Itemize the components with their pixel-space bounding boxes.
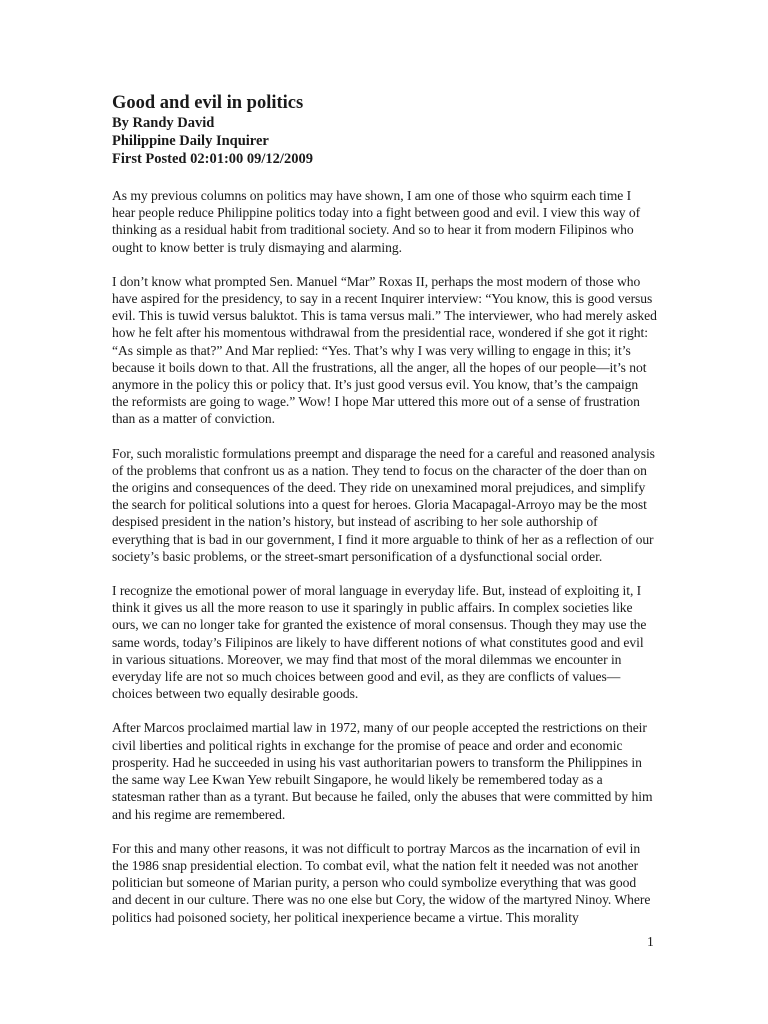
article-publication: Philippine Daily Inquirer xyxy=(112,133,269,149)
article-title: Good and evil in politics xyxy=(112,93,304,113)
paragraph-3: For, such moralistic formulations preempt and disparage the need for a careful and reasoned analysis of the problems that confront us as a nation. They tend to focus on the character of the doer than on the origins and consequences of the deed. They ride on unexamined moral prejudices, and simplify the search for political solutions into a quest for heroes. Gloria Macapagal-Arroyo may be the most despised president in the nation’s history, but instead of ascribing to her sole authorship of everything that is bad in our government, I find it more arguable to think of her as a reflection of our society’s basic problems, or the street-smart personification of a dysfunctional social order. xyxy=(112,445,655,564)
paragraph-5: After Marcos proclaimed martial law in 1972, many of our people accepted the restrictions on their civil liberties and political rights in exchange for the promise of peace and order and economic prosperity. Had he succeeded in using his vast authoritarian powers to transform the Philippines in the same way Lee Kwan Yew rebuilt Singapore, he would likely be remembered today as a statesman rather than as a tyrant. But because he failed, only the abuses that were committed by him and his regime are remembered. xyxy=(112,720,653,822)
document-page xyxy=(112,92,657,943)
paragraph-1: As my previous columns on politics may have shown, I am one of those who squirm each time I hear people reduce Philippine politics today into a fight between good and evil. I view this way of thinking as a residual habit from traditional society. And so to hear it from modern Filipinos who ought to know better is truly dismaying and alarming. xyxy=(112,188,641,255)
paragraph-2: I don’t know what prompted Sen. Manuel “Mar” Roxas II, perhaps the most modern of those who have aspired for the presidency, to say in a recent Inquirer interview: “You know, this is good versus evil. This is tuwid versus baluktot. This is tama versus mali.” The interviewer, who had merely asked how he felt after his momentous withdrawal from the presidential race, wondered if she got it right: “As simple as that?” And Mar replied: “Yes. That’s why I was very willing to engage in this; it’s because it boils down to that. All the frustrations, all the anger, all the hopes of our people—it’s not anymore in the policy this or policy that. It’s just good versus evil. You know, that’s the campaign the reformists are going to wage.” Wow! I hope Mar uttered this more out of a sense of frustration than as a matter of conviction. xyxy=(112,273,657,427)
article-byline: By Randy David xyxy=(112,115,215,131)
article-posted-date: First Posted 02:01:00 09/12/2009 xyxy=(112,151,313,167)
article-body xyxy=(112,187,657,926)
paragraph-6: For this and many other reasons, it was not difficult to portray Marcos as the incarnation of evil in the 1986 snap presidential election. To combat evil, what the nation felt it needed was not another politician but someone of Marian purity, a person who could symbolize everything that was good and decent in our culture. There was no one else but Cory, the widow of the martyred Ninoy. Where politics had poisoned society, her political inexperience became a virtue. This morality xyxy=(112,840,651,925)
paragraph-4: I recognize the emotional power of moral language in everyday life. But, instead of exploiting it, I think it gives us all the more reason to use it sparingly in public affairs. In complex societies like ours, we can no longer take for granted the existence of moral consensus. Though they may use the same words, today’s Filipinos are likely to have different notions of what constitutes good and evil in various situations. Moreover, we may find that most of the moral dilemmas we encounter in everyday life are not so much choices between good and evil, as they are conflicts of values—choices between two equally desirable goods. xyxy=(112,583,647,702)
page-number: 1 xyxy=(647,934,654,949)
